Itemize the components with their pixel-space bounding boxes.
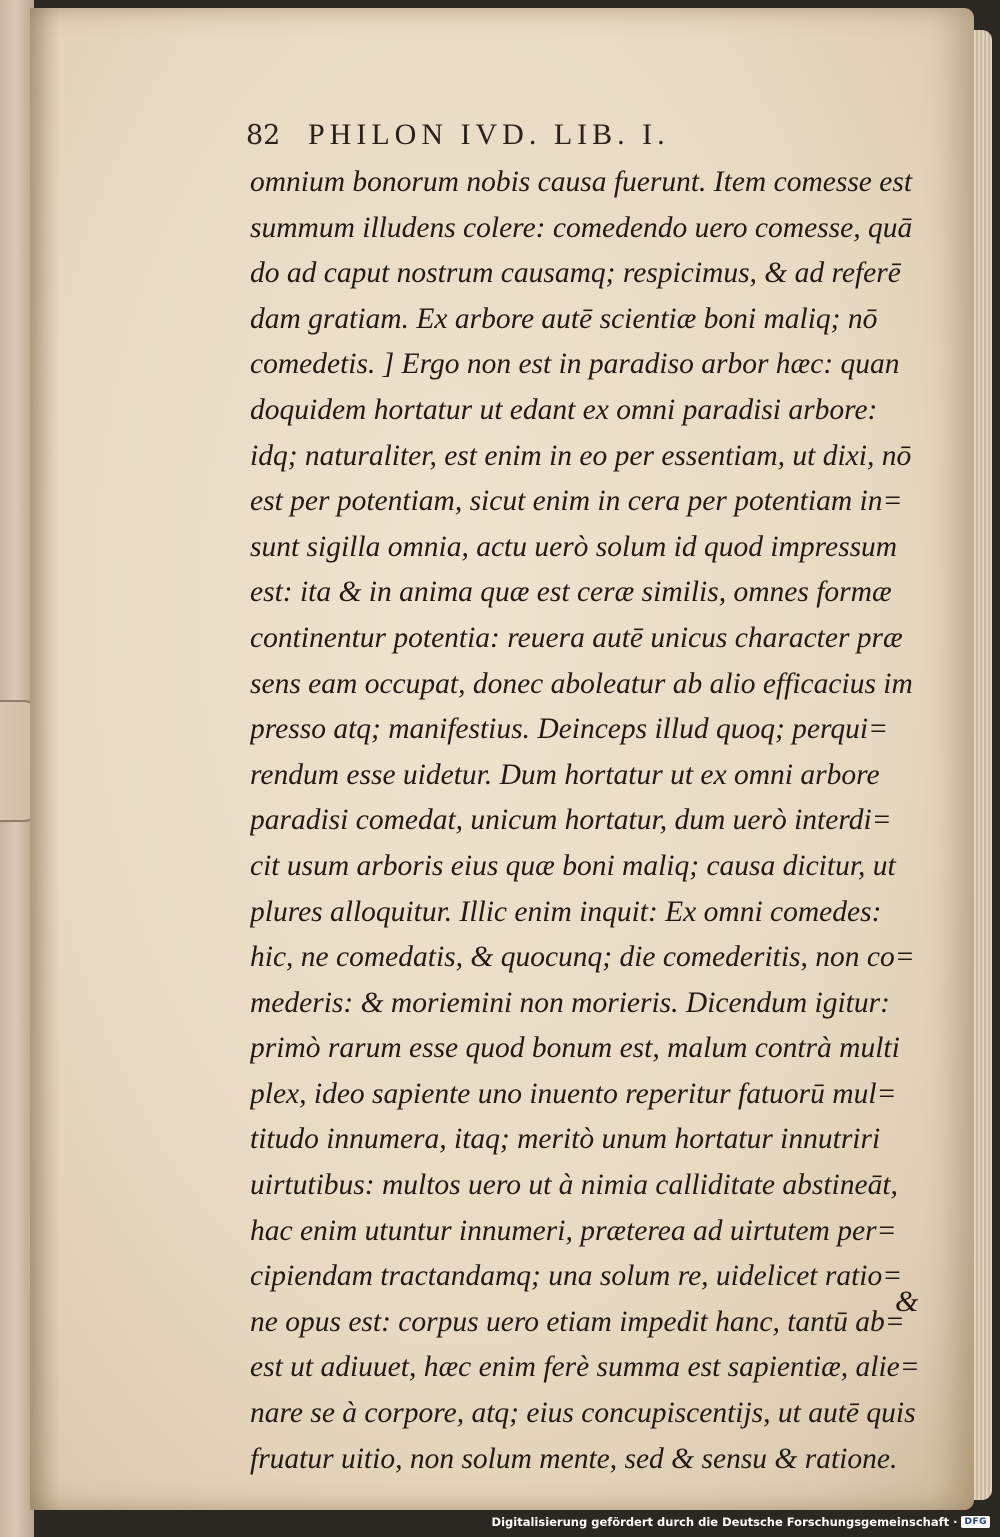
text-line: plex, ideo sapiente uno inuento reperitur fatuorū mul= (250, 1077, 897, 1110)
digitization-credit (492, 1513, 990, 1531)
running-title: PHILON IVD. LIB. I. (308, 118, 670, 151)
text-line: rendum esse uidetur. Dum hortatur ut ex omni arbore (250, 758, 880, 791)
text-line: titudo innumera, itaq; meritò unum hortatur innutriri (250, 1123, 881, 1156)
text-line: cipiendam tractandamq; una solum re, uidelicet ratio= (250, 1260, 903, 1293)
text-line: mederis: & moriemini non morieris. Dicendum igitur: (250, 986, 890, 1019)
text-line: comedetis. ] Ergo non est in paradiso arbor hæc: quan (250, 348, 900, 381)
text-line: hac enim utuntur innumeri, præterea ad uirtutem per= (250, 1214, 897, 1247)
dfg-logo: DFG (961, 1516, 990, 1528)
catchword: & (895, 1285, 919, 1318)
text-line: est: ita & in anima quæ est ceræ similis, omnes formæ (250, 576, 892, 609)
text-line: cit usum arboris eius quæ boni maliq; causa dicitur, ut (250, 849, 896, 882)
text-line: paradisi comedat, unicum hortatur, dum uerò interdi= (250, 804, 892, 837)
text-line: hic, ne comedatis, & quocunq; die comederitis, non co= (250, 941, 915, 974)
text-line: sens eam occupat, donec aboleatur ab alio efficacius im (250, 667, 913, 700)
text-line: continentur potentia: reuera autē unicus character præ (250, 621, 903, 654)
text-line: summum illudens colere: comedendo uero comesse, quā (250, 211, 913, 244)
text-line: do ad caput nostrum causamq; respicimus, & ad referē (250, 257, 901, 290)
text-line: presso atq; manifestius. Deinceps illud quoq; perqui= (250, 713, 888, 746)
text-line: fruatur uitio, non solum mente, sed & sensu & ratione. (250, 1442, 898, 1475)
text-line: est per potentiam, sicut enim in cera per potentiam in= (250, 485, 903, 518)
text-line: sunt sigilla omnia, actu uerò solum id quod impressum (250, 530, 898, 563)
text-line: est ut adiuuet, hæc enim ferè summa est sapientiæ, alie= (250, 1351, 920, 1384)
text-line: nare se à corpore, atq; eius concupiscentijs, ut autē quis (250, 1397, 916, 1430)
text-line: plures alloquitur. Illic enim inquit: Ex omni comedes: (250, 895, 882, 928)
credit-text: Digitalisierung gefördert durch die Deutsche Forschungsgemeinschaft · (491, 1515, 958, 1529)
text-body (250, 160, 940, 1475)
text-line: dam gratiam. Ex arbore autē scientiæ boni maliq; nō (250, 302, 878, 335)
text-line: ne opus est: corpus uero etiam impedit hanc, tantū ab= (250, 1305, 905, 1338)
gutter-shadow (30, 8, 60, 1510)
text-line: idq; naturaliter, est enim in eo per essentiam, ut dixi, nō (250, 439, 912, 472)
text-line: primò rarum esse quod bonum est, malum contrà multi (250, 1032, 900, 1065)
page-number: 82 (246, 120, 281, 151)
text-line: uirtutibus: multos uero ut à nimia calliditate abstineāt, (250, 1169, 898, 1202)
running-header (246, 118, 806, 162)
text-line: omnium bonorum nobis causa fuerunt. Item comesse est (250, 166, 913, 198)
text-line: doquidem hortatur ut edant ex omni paradisi arbore: (250, 393, 878, 426)
